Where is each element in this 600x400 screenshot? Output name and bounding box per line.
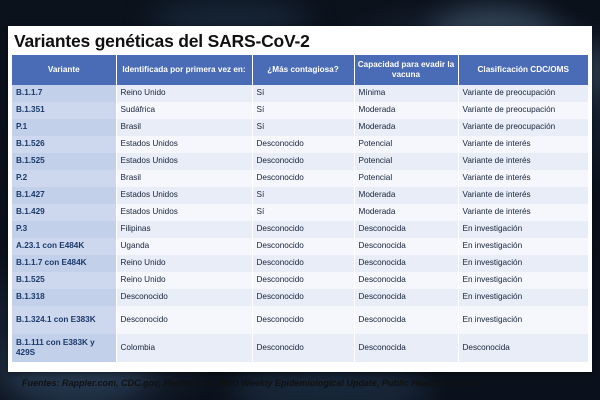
table-row [12, 255, 588, 272]
table-cell: Desconocida [354, 289, 458, 306]
table-cell: Desconocido [252, 136, 354, 153]
table-cell: Variante de interés [458, 153, 588, 170]
table-cell: Desconocido [252, 255, 354, 272]
table-cell: Moderada [354, 119, 458, 136]
table-cell: Estados Unidos [116, 187, 252, 204]
table-cell: Desconocida [354, 306, 458, 334]
table-cell: Desconocido [252, 272, 354, 289]
table-row [12, 136, 588, 153]
table-cell: Colombia [116, 334, 252, 362]
table-cell: Sí [252, 204, 354, 221]
table-row [12, 204, 588, 221]
table-row [12, 272, 588, 289]
table-row [12, 306, 588, 334]
table-cell: Sí [252, 85, 354, 102]
table-row [12, 238, 588, 255]
table-cell: Desconocida [458, 334, 588, 362]
table-cell: Desconocido [116, 289, 252, 306]
table-cell: P.1 [12, 119, 116, 136]
table-cell: Variante de preocupación [458, 119, 588, 136]
table-cell: P.2 [12, 170, 116, 187]
table-row [12, 85, 588, 102]
table-cell: Potencial [354, 170, 458, 187]
table-row [12, 221, 588, 238]
table-cell: B.1.351 [12, 102, 116, 119]
table-container [8, 55, 592, 362]
table-cell: Reino Unido [116, 255, 252, 272]
table-row [12, 334, 588, 362]
table-cell: Desconocido [252, 221, 354, 238]
table-cell: B.1.525 [12, 153, 116, 170]
table-cell: P.3 [12, 221, 116, 238]
table-cell: B.1.1.7 con E484K [12, 255, 116, 272]
table-cell: En investigación [458, 306, 588, 334]
column-header-variante: Variante [12, 55, 116, 85]
table-cell: Desconocido [252, 334, 354, 362]
table-cell: B.1.1.7 [12, 85, 116, 102]
table-cell: Desconocida [354, 255, 458, 272]
table-body [12, 85, 588, 362]
table-cell: Desconocido [252, 289, 354, 306]
table-cell: En investigación [458, 289, 588, 306]
table-cell: Desconocida [354, 334, 458, 362]
variants-table-card [8, 26, 592, 388]
table-cell: Variante de interés [458, 136, 588, 153]
column-header-classification: Clasificación CDC/OMS [458, 55, 588, 85]
table-cell: Reino Unido [116, 272, 252, 289]
table-cell: Potencial [354, 136, 458, 153]
column-header-more-contagious: ¿Más contagiosa? [252, 55, 354, 85]
table-cell: Potencial [354, 153, 458, 170]
table-cell: A.23.1 con E484K [12, 238, 116, 255]
table-row [12, 102, 588, 119]
table-cell: Desconocida [354, 238, 458, 255]
column-header-first-identified: Identificada por primera vez en: [116, 55, 252, 85]
table-cell: En investigación [458, 255, 588, 272]
table-cell: Estados Unidos [116, 136, 252, 153]
table-cell: Moderada [354, 204, 458, 221]
table-cell: Estados Unidos [116, 204, 252, 221]
table-cell: Desconocido [252, 153, 354, 170]
table-cell: B.1.111 con E383K y 429S [12, 334, 116, 362]
sources-note: Fuentes: Rappler.com, CDC.gov, Health.com, WHO Weekly Epidemiological Update, Public Health England [22, 378, 477, 388]
table-cell: Desconocido [252, 170, 354, 187]
table-row [12, 153, 588, 170]
table-cell: Variante de preocupación [458, 85, 588, 102]
table-cell: B.1.318 [12, 289, 116, 306]
table-head [12, 55, 588, 85]
table-cell: Desconocida [354, 221, 458, 238]
table-cell: Sí [252, 119, 354, 136]
table-cell: Desconocido [116, 306, 252, 334]
table-cell: Variante de interés [458, 187, 588, 204]
table-cell: B.1.526 [12, 136, 116, 153]
table-cell: Desconocido [252, 306, 354, 334]
table-cell: B.1.429 [12, 204, 116, 221]
table-cell: Variante de preocupación [458, 102, 588, 119]
table-cell: Sudáfrica [116, 102, 252, 119]
table-row [12, 170, 588, 187]
table-cell: En investigación [458, 221, 588, 238]
table-cell: Moderada [354, 102, 458, 119]
table-cell: Desconocida [354, 272, 458, 289]
table-cell: Brasil [116, 119, 252, 136]
table-row [12, 289, 588, 306]
table-cell: B.1.427 [12, 187, 116, 204]
table-header-row [12, 55, 588, 85]
table-cell: Variante de interés [458, 204, 588, 221]
table-row [12, 187, 588, 204]
table-cell: Estados Unidos [116, 153, 252, 170]
table-cell: Filipinas [116, 221, 252, 238]
table-cell: Uganda [116, 238, 252, 255]
table-cell: Mínima [354, 85, 458, 102]
column-header-vaccine-evasion: Capacidad para evadir la vacuna [354, 55, 458, 85]
table-cell: B.1.525 [12, 272, 116, 289]
table-cell: Brasil [116, 170, 252, 187]
table-cell: B.1.324.1 con E383K [12, 306, 116, 334]
table-cell: Desconocido [252, 238, 354, 255]
table-cell: Sí [252, 187, 354, 204]
page-title: Variantes genéticas del SARS-CoV-2 [14, 31, 310, 51]
table-cell: En investigación [458, 272, 588, 289]
table-cell: En investigación [458, 238, 588, 255]
table-cell: Variante de interés [458, 170, 588, 187]
table-cell: Sí [252, 102, 354, 119]
table-cell: Moderada [354, 187, 458, 204]
variants-table [12, 55, 588, 362]
table-row [12, 119, 588, 136]
table-cell: Reino Unido [116, 85, 252, 102]
